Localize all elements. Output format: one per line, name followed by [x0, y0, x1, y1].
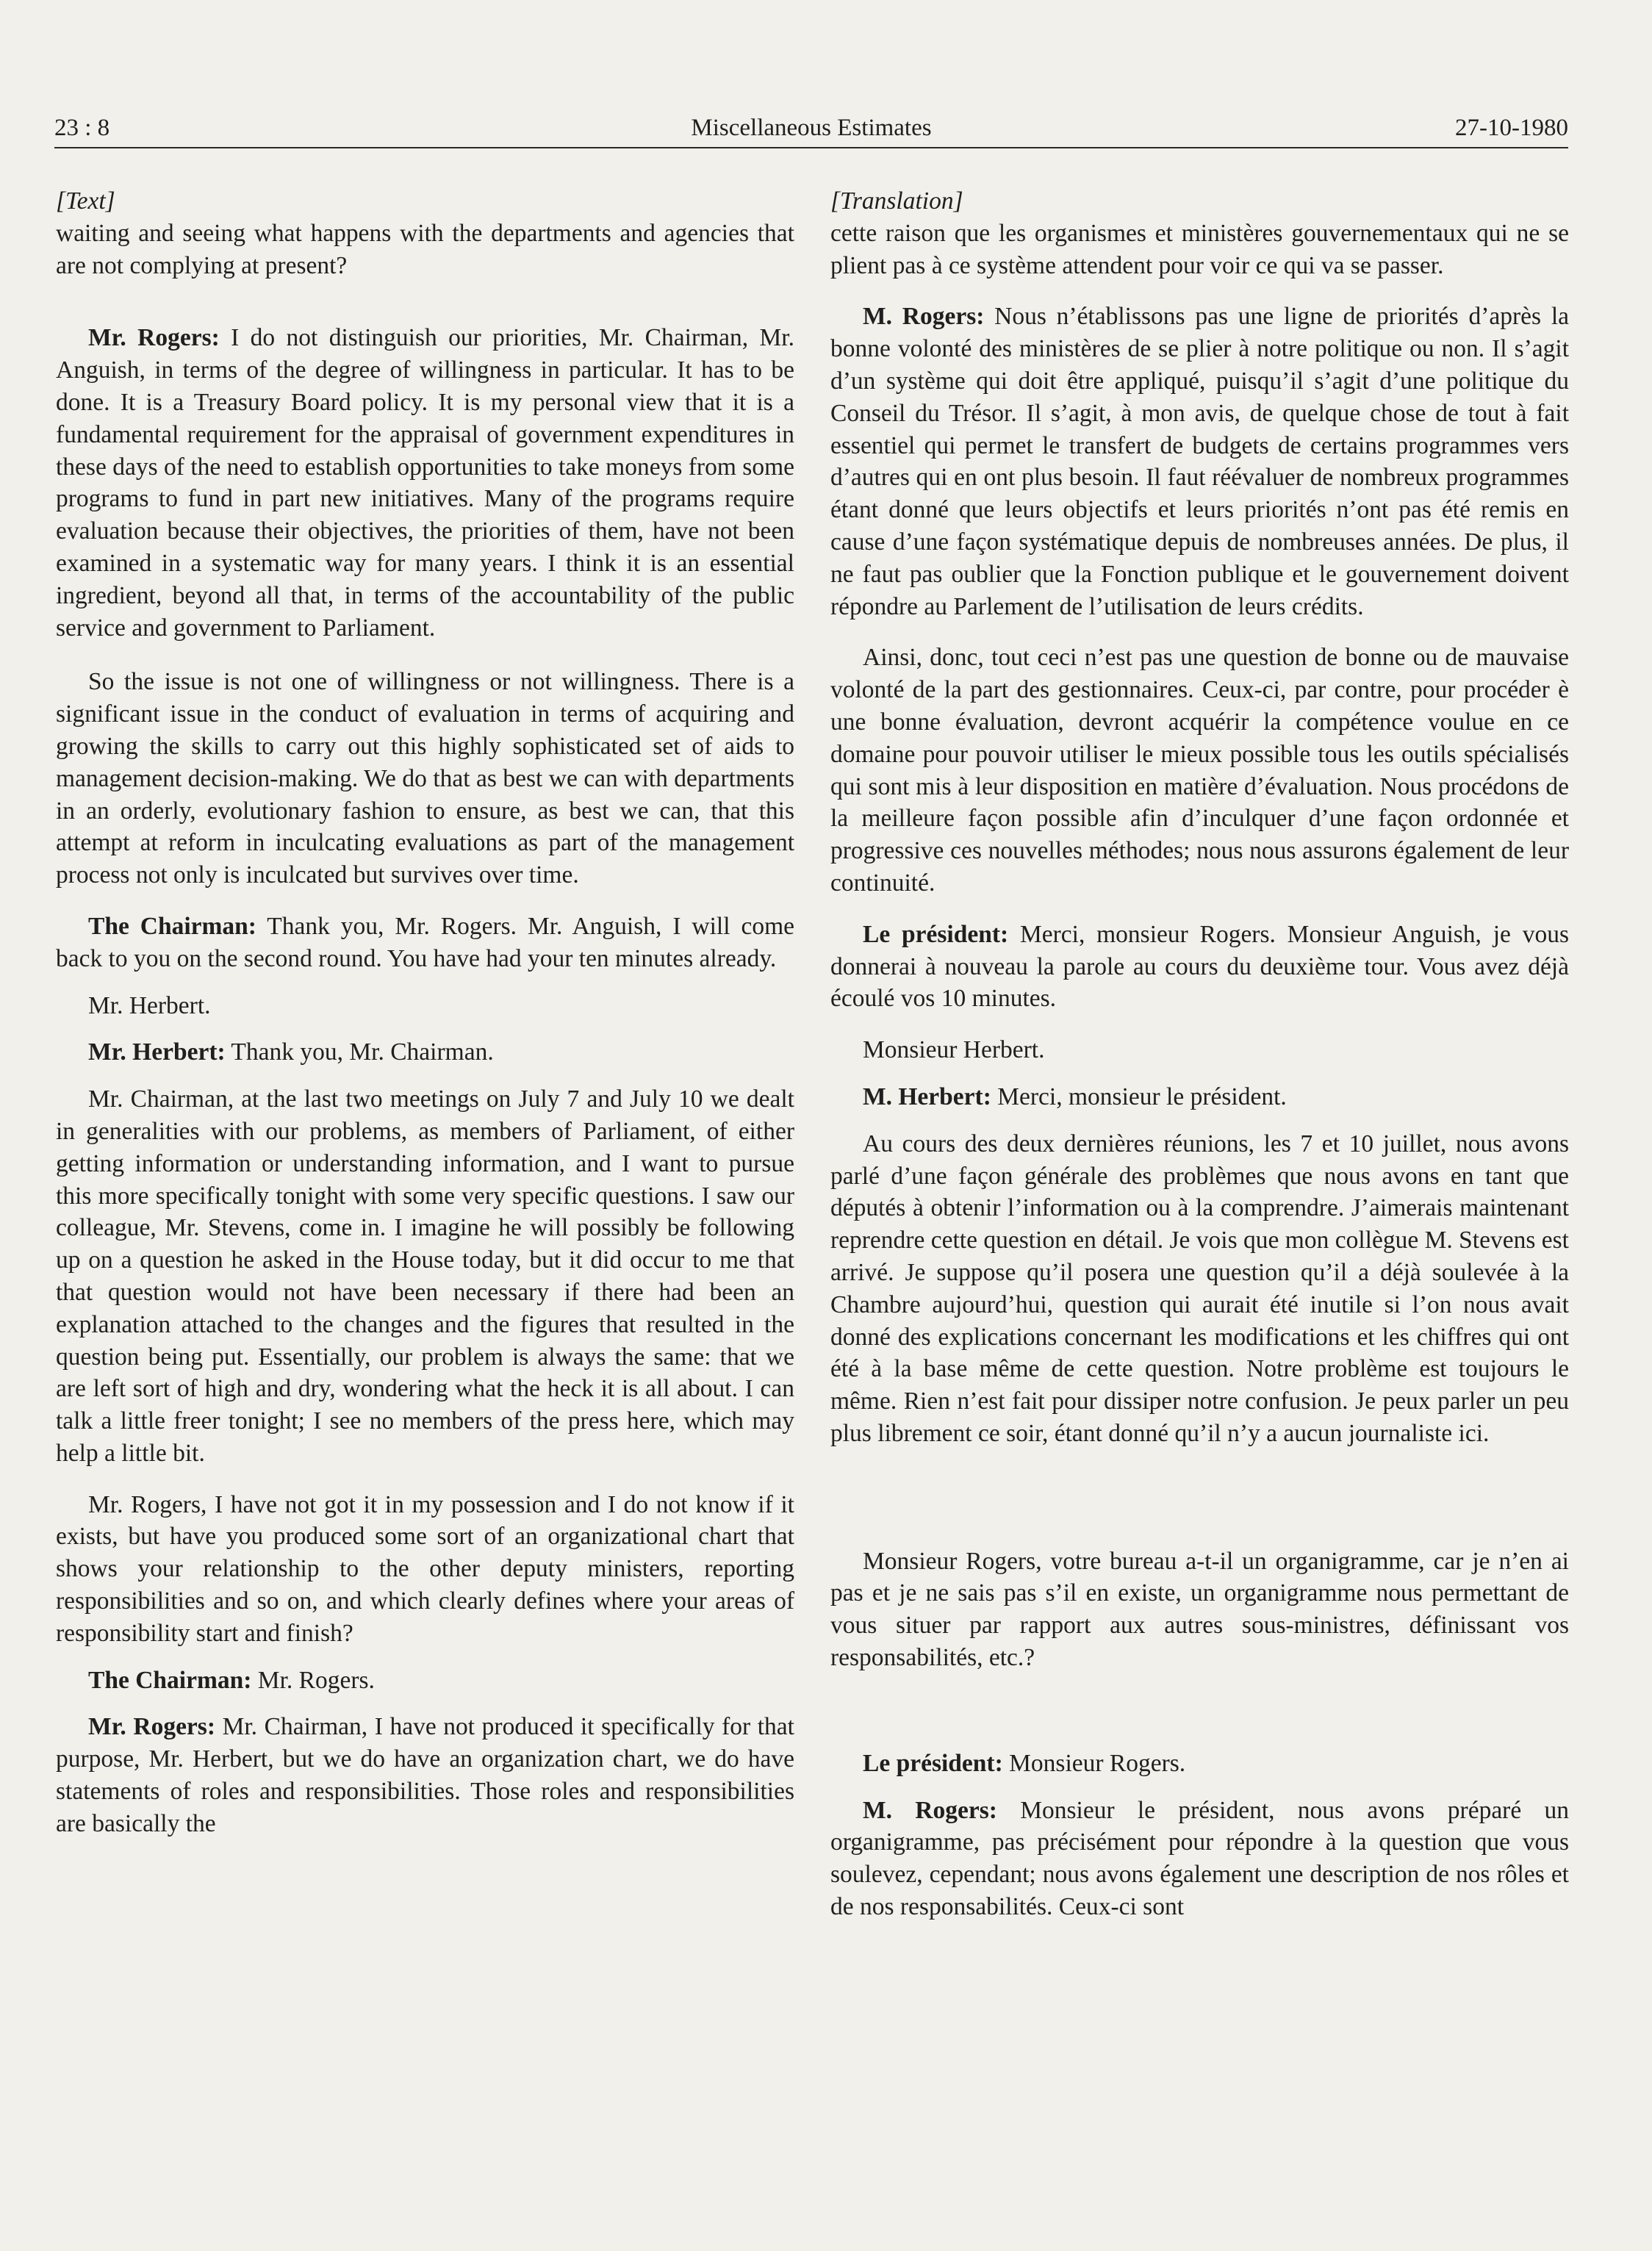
paragraph: waiting and seeing what happens with the departments and agencies that are not complying at present?: [56, 219, 794, 279]
speaker: The Chairman:: [88, 912, 256, 940]
speaker: M. Rogers:: [863, 303, 985, 331]
speaker: The Chairman:: [88, 1666, 252, 1694]
page-date: 27-10-1980: [1455, 115, 1568, 141]
paragraph: Mr. Chairman, at the last two meetings on July 7 and July 10 we dealt in generalities with our problems, as members of Parliament, of either getting information or understanding information, and I want to pursue this more specifically tonight with some very specific questions. I saw our colleague, Mr. Stevens, come in. I imagine he will possibly be following up on a question he asked in the House today, but it did occur to me that that question would not have been necessary if there had been an explanation attached to the changes and the figures that resulted in the question being put. Essentially, our problem is always the same: that we are left sort of high and dry, wondering what the heck it is all about. I can talk a little freer tonight; I see no members of the press here, which may help a little bit.: [56, 1085, 794, 1467]
paragraph: Le président: Monsieur Rogers.: [863, 1749, 1186, 1777]
paragraph: Au cours des deux dernières réunions, les 7 et 10 juillet, nous avons parlé d’une façon générale des problèmes que nous avons en tant que députés à obtenir l’information ou à la comprendre. J’aimerais maintenant reprendre cette question en détail. Je vois que mon collègue M. Stevens est arrivé. Je suppose qu’il posera une question qu’il a déjà soulevée à la Chambre aujourd’hui, question qui aurait été inutile si l’on nous avait donné des explications concernant les modifications et les chiffres qui ont été à la base même de cette question. Notre problème est toujours le même. Rien n’est fait pour dissiper notre confusion. Je peux parler un peu plus librement ce soir, étant donné qu’il n’y a aucun journaliste ici.: [830, 1130, 1569, 1447]
paragraph: M. Rogers: Nous n’établissons pas une ligne de priorités d’après la bonne volonté des ministères de se plier à notre politique ou non. Il s’agit d’un système qui doit être appliqué, puisqu’il s’agit d’une politique du Conseil du Trésor. Il s’agit, à mon avis, de quelque chose de tout à fait essentiel qui permet le transfert de budgets de certains programmes vers d’autres qui en ont plus besoin. Il faut réévaluer de nombreux programmes étant donné que leurs objectifs et leurs priorités n’ont pas été remis en cause d’une façon systématique depuis de nombreuses années. De plus, il ne faut pas oublier que la Fonction publique et le gouvernement doivent répondre au Parlement de l’utilisation de leurs crédits.: [830, 303, 1569, 620]
paragraph: The Chairman: Thank you, Mr. Rogers. Mr. Anguish, I will come back to you on the second round. You have had your ten minutes already.: [56, 912, 794, 972]
paragraph: Mr. Rogers: Mr. Chairman, I have not produced it specifically for that purpose, Mr. Herbert, but we do have an organization chart, we do have statements of roles and responsibilities. Those roles and responsibilities are basically the: [56, 1713, 794, 1837]
paragraph: Le président: Merci, monsieur Rogers. Monsieur Anguish, je vous donnerai à nouveau la parole au cours du deuxième tour. Vous avez déjà écoulé vos 10 minutes.: [830, 920, 1569, 1013]
speaker: M. Herbert:: [863, 1083, 991, 1110]
paragraph: Mr. Rogers, I have not got it in my possession and I do not know if it exists, but have you produced some sort of an organizational chart that shows your relationship to the other deputy ministers, reporting responsibilities and so on, and which clearly defines where your areas of responsibility start and finish?: [56, 1490, 794, 1647]
french-column: [830, 185, 1569, 1923]
paragraph: The Chairman: Mr. Rogers.: [88, 1666, 375, 1694]
paragraph: So the issue is not one of willingness or not willingness. There is a significant issue in the conduct of evaluation in terms of acquiring and growing the skills to carry out this highly sophisticated set of aids to management decision-making. We do that as best we can with departments in an orderly, evolutionary fashion to ensure, as best we can, that this attempt at reform in inculcating evaluations as part of the management process not only is inculcated but survives over time.: [56, 668, 794, 889]
speaker: Le président:: [863, 920, 1009, 948]
paragraph: Ainsi, donc, tout ceci n’est pas une question de bonne ou de mauvaise volonté de la part des gestionnaires. Ceux-ci, par contre, pour procéder è une bonne évaluation, devront acquérir la compétence voulue en ce domaine pour pouvoir utiliser le mieux possible tous les outils spécialisés qui sont mis à leur disposition en matière d’évaluation. Nous procédons de la meilleure façon possible afin d’inculquer d’une façon ordonnée et progressive ces nouvelles méthodes; nous nous assurons également de leur continuité.: [830, 644, 1569, 897]
page-number: 23 : 8: [54, 115, 110, 141]
english-column: [56, 185, 794, 1840]
page-title: Miscellaneous Estimates: [691, 115, 932, 141]
speaker: Le président:: [863, 1749, 1003, 1777]
paragraph: Mr. Herbert.: [88, 991, 211, 1019]
paragraph: Mr. Rogers: I do not distinguish our priorities, Mr. Chairman, Mr. Anguish, in terms of the degree of willingness in particular. It has to be done. It is a Treasury Board policy. It is my personal view that it is a fundamental requirement for the appraisal of government expenditures in these days of the need to establish opportunities to take moneys from some programs to fund in part new initiatives. Many of the programs require evaluation because their objectives, the priorities of them, have not been examined in a systematic way for many years. I think it is an essential ingredient, beyond all that, in terms of the accountability of the public service and government to Parliament.: [56, 324, 794, 642]
page-header: [54, 109, 1568, 148]
speaker: Mr. Rogers:: [88, 324, 220, 352]
column-label: [Text]: [56, 187, 115, 215]
paragraph: cette raison que les organismes et ministères gouvernementaux qui ne se plient pas à ce système attendent pour voir ce qui va se passer.: [830, 219, 1569, 279]
paragraph: Mr. Herbert: Thank you, Mr. Chairman.: [88, 1038, 494, 1066]
paragraph: Monsieur Rogers, votre bureau a-t-il un organigramme, car je n’en ai pas et je ne sais pas s’il en existe, un organigramme nous permettant de vous situer par rapport aux autres sous-ministres, définissant vos responsabilités, etc.?: [830, 1547, 1569, 1672]
paragraph: M. Herbert: Merci, monsieur le président.: [863, 1083, 1287, 1110]
speaker: M. Rogers:: [863, 1796, 997, 1824]
column-label: [Translation]: [830, 187, 963, 215]
speaker: Mr. Rogers:: [88, 1713, 215, 1741]
speaker: Mr. Herbert:: [88, 1038, 226, 1066]
paragraph: M. Rogers: Monsieur le président, nous avons préparé un organigramme, pas précisément pour répondre à la question que vous soulevez, cependant; nous avons également une description de nos rôles et de nos responsabilités. Ceux-ci sont: [830, 1796, 1569, 1921]
paragraph: Monsieur Herbert.: [863, 1036, 1045, 1064]
